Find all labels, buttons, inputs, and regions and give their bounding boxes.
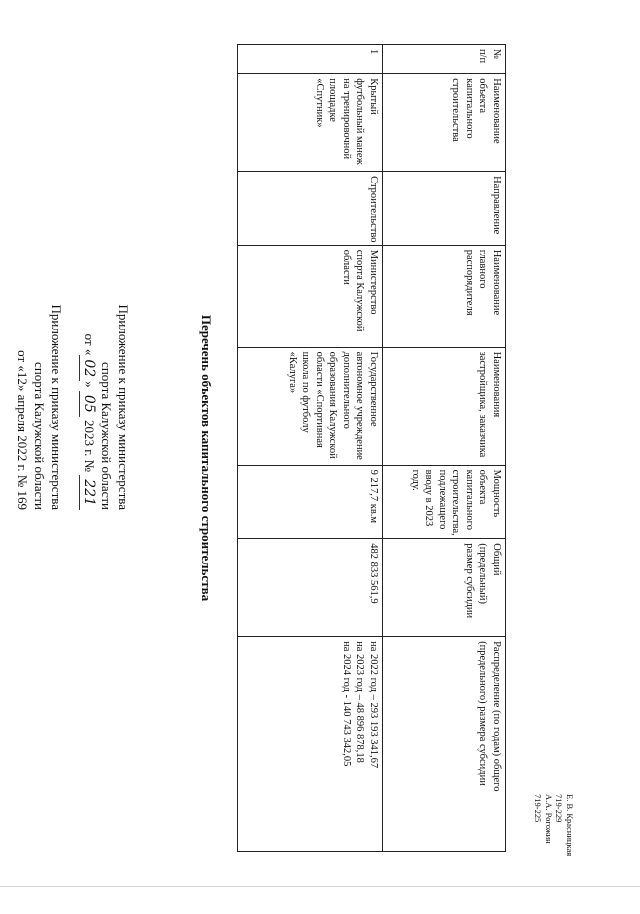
executor-2-name: А.А. Рогожин (544, 794, 554, 844)
header-manager: Наименование главного распорядителя (383, 245, 506, 347)
prev-order-line-1: Приложение к приказу министерства (49, 304, 64, 510)
executors-note (533, 794, 575, 914)
cell-capacity: 9 217,7 кв.м (238, 465, 383, 539)
distribution-2024: на 2024 год - 140 743 342,05 (341, 641, 352, 767)
order-month: 05 (79, 391, 97, 417)
prev-order-line-2: спорта Калужской области (32, 362, 47, 510)
cell-total: 482 833 561,9 (238, 539, 383, 637)
cell-direction: Строительство (238, 172, 383, 246)
header-block (14, 40, 132, 510)
order-date-suffix: 2023 г. № (82, 419, 97, 473)
order-line-2: спорта Калужской области (99, 362, 114, 510)
header-capacity: Мощность объекта капитального строительства, подлежащего вводу в 2023 году. (383, 465, 506, 539)
order-line-3 (79, 40, 98, 510)
cell-developer: Государственное автономное учреждение дополнительного образования Калужской области «Спортивная школа по футболу «Калуга» (238, 347, 383, 465)
distribution-2023: на 2023 год – 48 896 878,18 (354, 641, 366, 763)
document-title: Перечень объектов капитального строительства (199, 314, 214, 602)
order-number: 221 (79, 475, 97, 510)
cell-num: 1 (238, 45, 383, 74)
header-name: Наименование объекта капитального строительства (383, 74, 506, 172)
order-date-mid: » (82, 381, 97, 388)
prev-order-line-3: от «12» апреля 2022 г. № 169 (15, 350, 30, 510)
table-row (238, 45, 383, 852)
executor-2-phone: 719-225 (533, 794, 544, 823)
header-direction: Направление (383, 172, 506, 246)
distribution-2022: на 2022 год – 293 193 341,67 (368, 641, 379, 769)
header-distribution: Распределение (по годам) общего (предельного) размера субсидии (383, 637, 506, 852)
cell-manager: Министерство спорта Калужской области (238, 245, 383, 347)
order-date-prefix: от « (82, 333, 97, 356)
order-line-1: Приложение к приказу министерства (116, 304, 131, 510)
table-header-row (383, 45, 506, 852)
executor-1-phone: 719-229 (554, 794, 565, 823)
cell-name: Крытый футбольный манеж на тренировочной площадке «Спутник» (238, 74, 383, 172)
header-total: Общий (предельный) размер субсидии (383, 539, 506, 637)
objects-table-grid (237, 44, 506, 852)
header-num: № п/п (383, 45, 506, 74)
executor-1-name: Е. В. Красницкая (565, 794, 575, 857)
header-developer: Наименования застройщика, заказчика (383, 347, 506, 465)
cell-distribution (238, 637, 383, 852)
objects-table (241, 44, 506, 852)
order-day: 02 (79, 355, 97, 381)
page-edge-line (0, 886, 640, 887)
